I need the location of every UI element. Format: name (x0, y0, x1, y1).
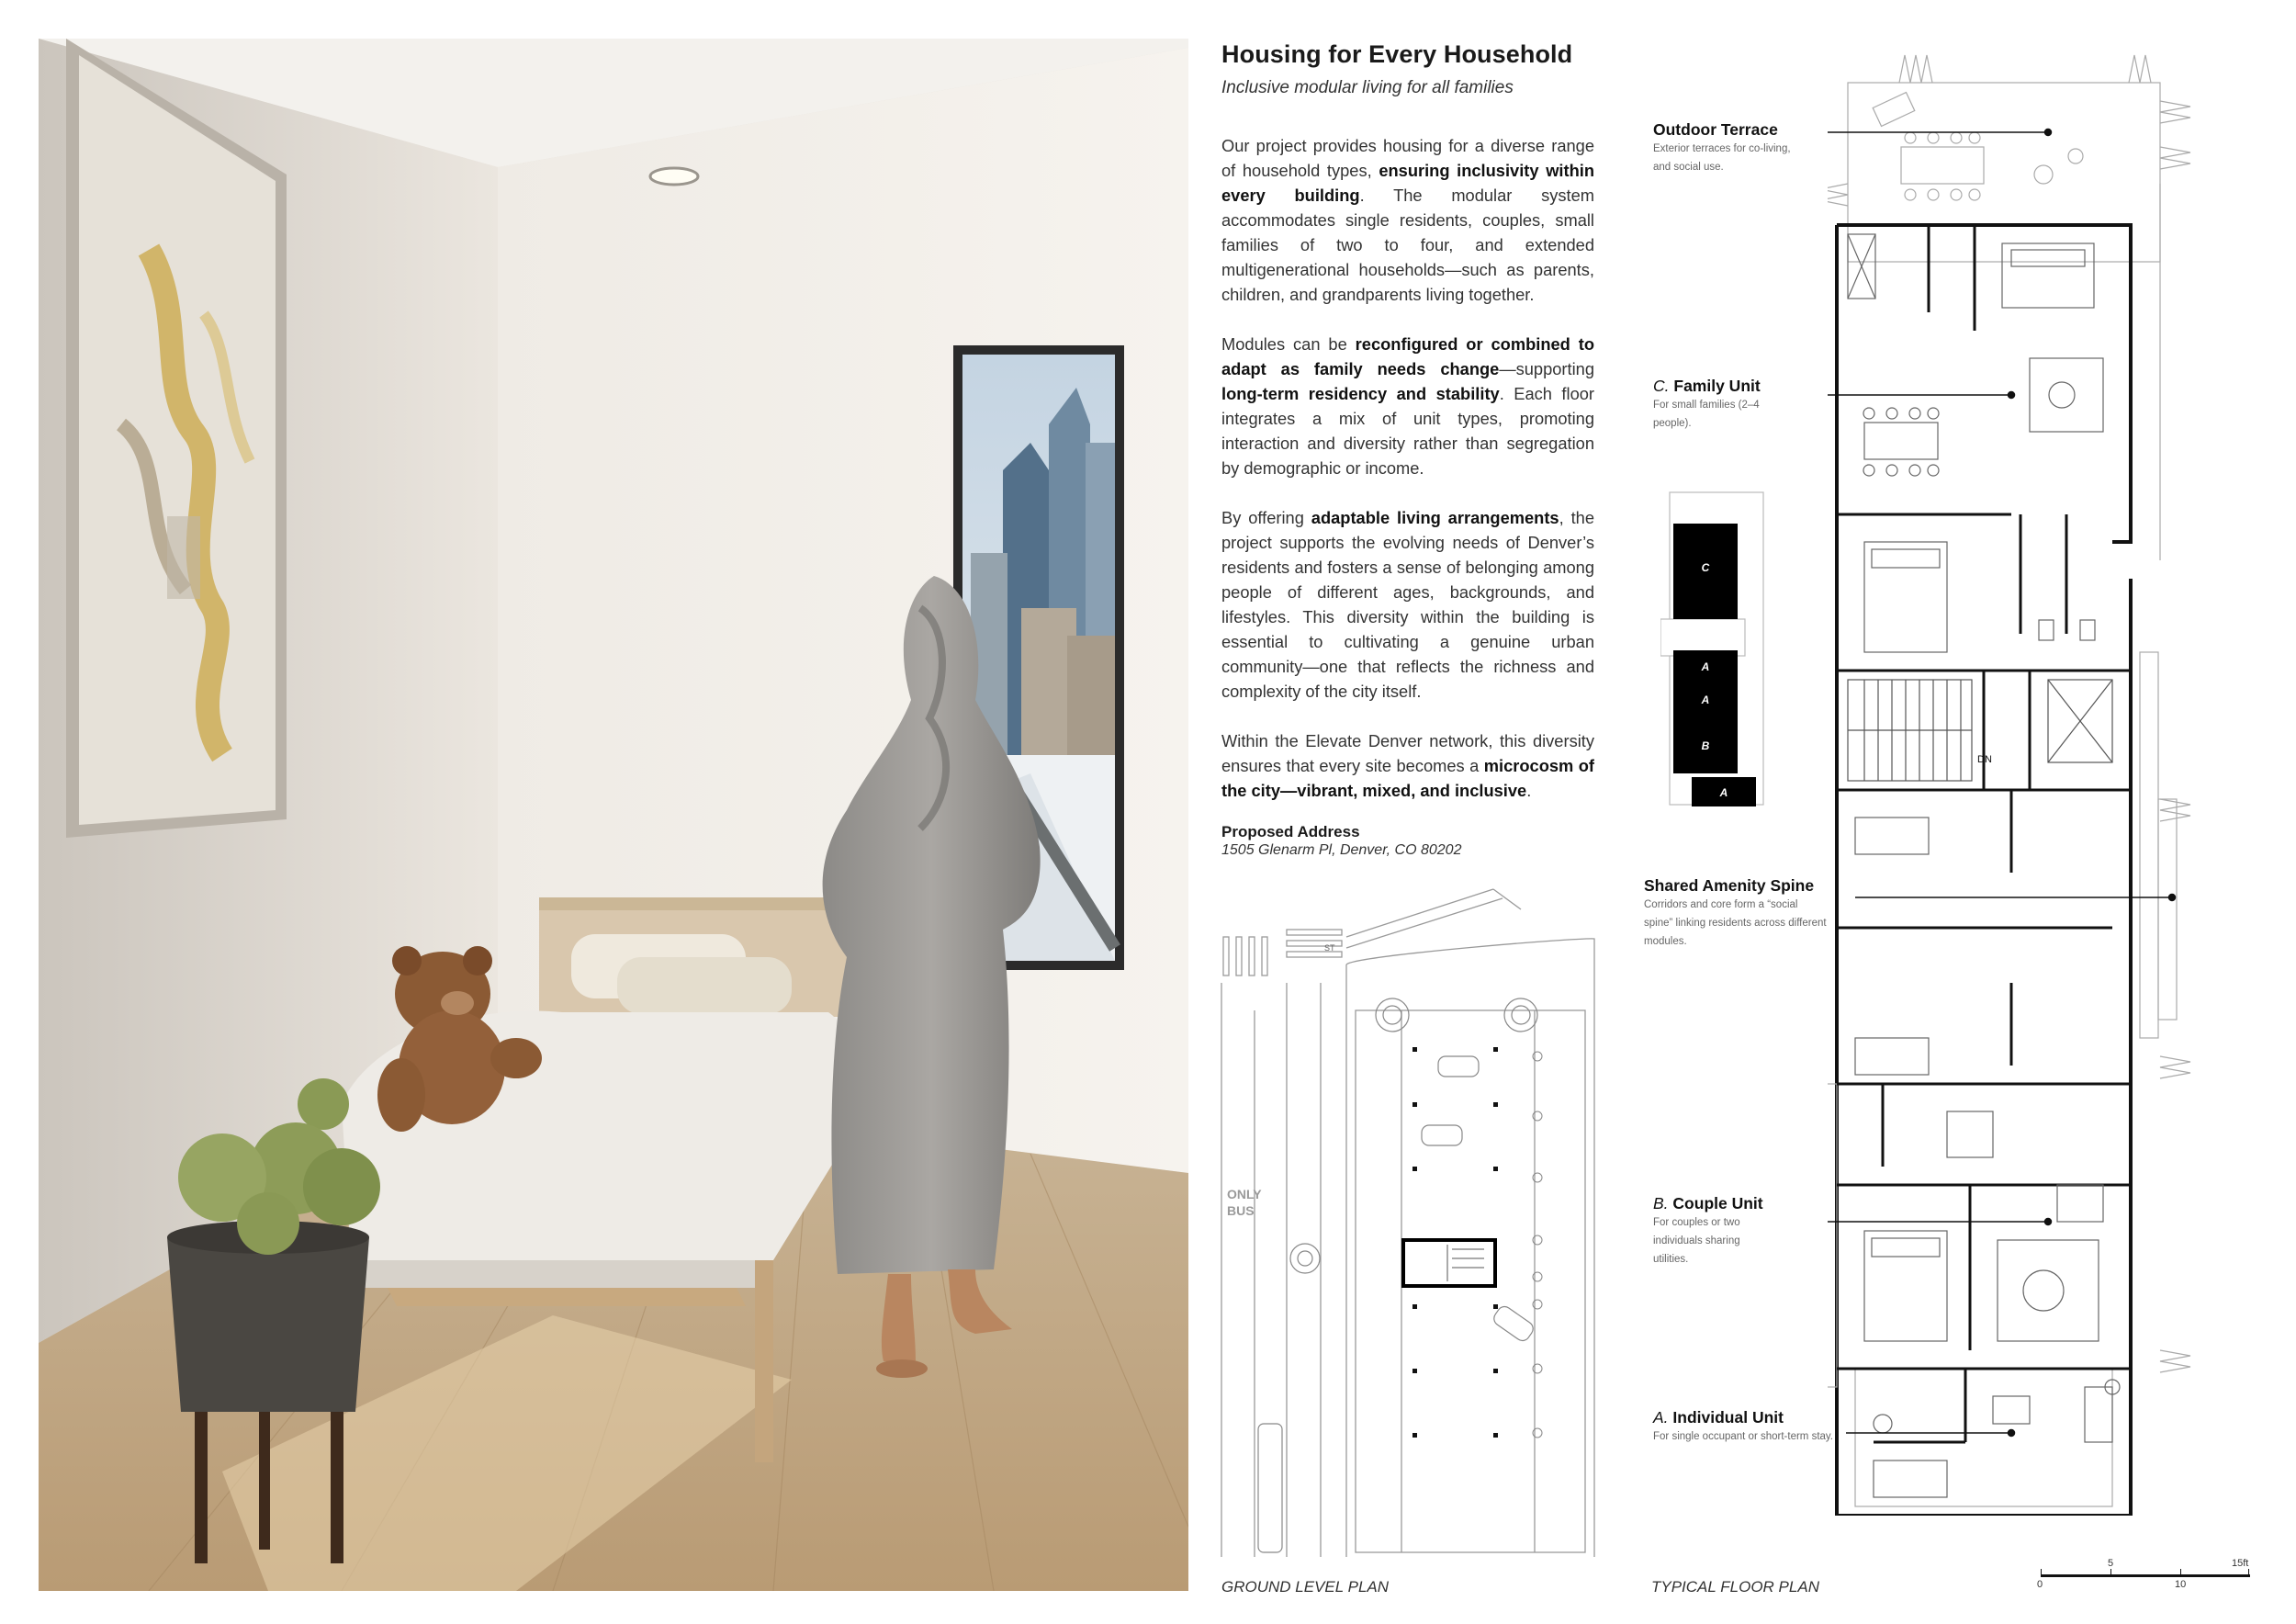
module-label-a-2: A (1701, 694, 1710, 706)
callout-couple-unit-desc: For couples or two individuals sharing utilities. (1653, 1217, 1740, 1265)
text-run: long-term residency and stability (1221, 384, 1500, 403)
callout-outdoor-terrace (1653, 120, 1809, 176)
text-run: reconfigured or combined to adapt as family needs change (1221, 334, 1594, 378)
page-subtitle: Inclusive modular living for all families (1221, 78, 1514, 97)
scale-label-15ft: 15ft (2232, 1558, 2249, 1569)
typical-floor-plan (1828, 46, 2250, 1516)
paragraph-inclusivity (1221, 133, 1594, 307)
callout-couple-unit-prefix: B. (1653, 1194, 1669, 1212)
paragraph-elevate-denver (1221, 728, 1594, 803)
text-run: . The modular system accommodates single residents, couples, small families of two to four, and extended multigenerational households—such as parents, children, and grandparents living together. (1221, 186, 1594, 304)
scale-tick-10 (2180, 1569, 2181, 1577)
callout-couple-unit-title: Couple Unit (1672, 1194, 1763, 1212)
callout-spine-title: Shared Amenity Spine (1644, 876, 1815, 895)
bedroom-render (39, 39, 1188, 1591)
ground-level-plan (1218, 882, 1604, 1562)
module-label-a-1: A (1701, 660, 1710, 673)
scale-label-0: 0 (2037, 1579, 2043, 1590)
module-label-b: B (1701, 739, 1710, 752)
text-run: . Each floor integrates a mix of unit types, promoting interaction and diversity rather than segregation by demographic or income. (1221, 384, 1594, 478)
callout-individual-unit-desc: For single occupant or short-term stay. (1653, 1431, 1833, 1442)
text-run: microcosm of the city—vibrant, mixed, and inclusive (1221, 756, 1594, 800)
text-run: . (1526, 781, 1532, 800)
callout-outdoor-terrace-desc: Exterior terraces for co-living, and social use. (1653, 143, 1791, 173)
description-column (1221, 40, 1594, 859)
bus-lane-label-1: ONLY (1227, 1187, 1262, 1201)
module-label-c: C (1701, 561, 1710, 574)
text-run: adaptable living arrangements (1311, 508, 1559, 527)
module-stack-diagram (1660, 491, 1789, 814)
bus-lane-label-2: BUS (1227, 1203, 1255, 1218)
text-run: , the project supports the evolving needs of Denver’s residents and fosters a sense of belonging among people of different ages, backgrounds, and lifestyles. This diversity within the building is essential to cultivating a genuine urban community—one that reflects the richness and complexity of the city itself. (1221, 508, 1594, 701)
callout-family-unit-desc: For small families (2–4 people). (1653, 400, 1760, 429)
callout-family-unit (1653, 377, 1791, 433)
text-run: Modules can be (1221, 334, 1356, 354)
callout-couple-unit (1653, 1194, 1773, 1269)
text-run: By offering (1221, 508, 1311, 527)
scale-bar (2037, 1558, 2257, 1595)
page-title: Housing for Every Household (1221, 40, 1573, 68)
callout-outdoor-terrace-title: Outdoor Terrace (1653, 120, 1778, 139)
scale-tick-5 (2110, 1569, 2111, 1577)
callout-individual-unit (1653, 1408, 1855, 1446)
floor-plan-caption: TYPICAL FLOOR PLAN (1651, 1578, 1819, 1596)
paragraph-adaptable-living (1221, 505, 1594, 704)
text-run: Within the Elevate Denver network, this diversity ensures that every site becomes a (1221, 731, 1594, 775)
callout-individual-unit-title: Individual Unit (1672, 1408, 1784, 1427)
text-run: Our project provides housing for a diverse range of household types, (1221, 136, 1594, 180)
text-run: ensuring inclusivity within every building (1221, 161, 1594, 205)
address-value: 1505 Glenarm Pl, Denver, CO 80202 (1221, 842, 1462, 858)
callout-family-unit-prefix: C. (1653, 377, 1670, 395)
paragraph-reconfigurable-modules (1221, 332, 1594, 480)
callout-shared-amenity-spine (1644, 876, 1828, 951)
street-label: ST (1324, 943, 1335, 953)
text-run: —supporting (1499, 359, 1594, 378)
stair-down-label: DN (1977, 754, 1992, 765)
scale-label-10: 10 (2175, 1579, 2187, 1590)
module-label-a-3: A (1719, 786, 1728, 799)
scale-tick-15 (2248, 1569, 2249, 1577)
address-label: Proposed Address (1221, 823, 1360, 840)
scale-bar-line (2041, 1574, 2250, 1577)
callout-spine-desc: Corridors and core form a “social spine” linking residents across different modules. (1644, 899, 1827, 947)
bedroom-render-illustration (39, 39, 1188, 1591)
callout-individual-unit-prefix: A. (1653, 1408, 1669, 1427)
ground-plan-caption: GROUND LEVEL PLAN (1221, 1578, 1390, 1596)
callout-family-unit-title: Family Unit (1673, 377, 1761, 395)
scale-label-5: 5 (2108, 1558, 2114, 1569)
scale-tick-0 (2041, 1569, 2042, 1577)
